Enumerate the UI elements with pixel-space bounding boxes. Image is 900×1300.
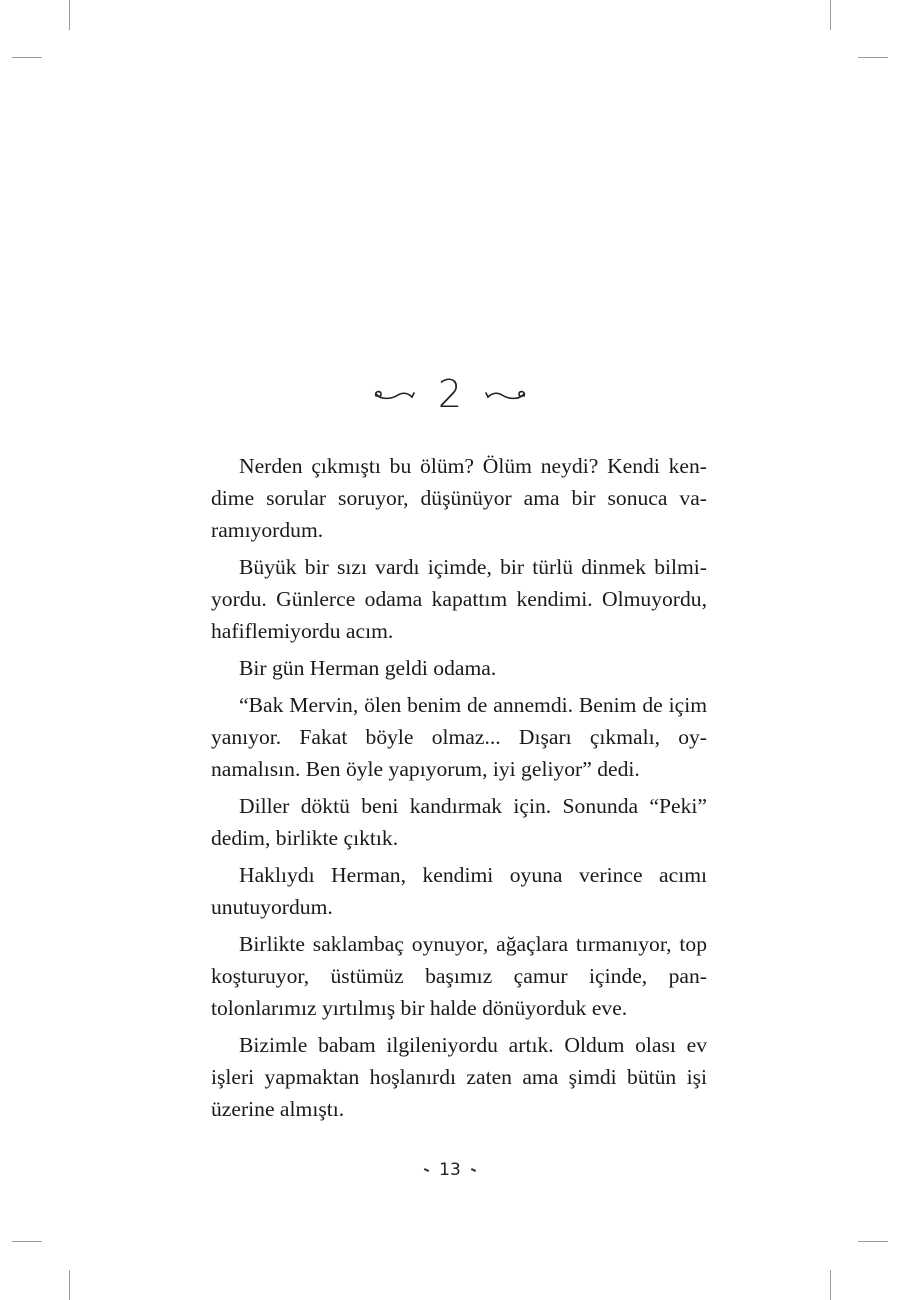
paragraph: Bir gün Herman geldi odama. (239, 656, 497, 680)
paragraph: Birlikte saklambaç oynuyor, ağaçlara tırmanıyor, top koşturuyor, üstümüz başımız çamur içinde, pantolonlarımız yırtılmış bir halde dönüyorduk eve. (211, 932, 707, 1020)
chapter-heading (0, 372, 900, 416)
crop-mark-bottom-right (830, 1270, 831, 1300)
paragraph: Diller döktü beni kandırmak için. Sonunda “Peki” dedim, birlikte çıktık. (211, 794, 707, 850)
page-number: 13 (439, 1160, 461, 1180)
page-folio (0, 1160, 900, 1180)
crop-mark-bottom-right-h (858, 1241, 888, 1242)
crop-mark-top-left (69, 0, 70, 30)
crop-mark-bottom-left-h (12, 1241, 42, 1242)
swash-left-icon (370, 384, 418, 404)
chapter-body (211, 450, 707, 1130)
crop-mark-top-left-h (12, 57, 42, 58)
swash-right-icon (482, 384, 530, 404)
folio-ornament-right-icon (471, 1168, 476, 1172)
paragraph: Nerden çıkmıştı bu ölüm? Ölüm neydi? Kendi kendime sorular soruyor, düşünüyor ama bir sonuca varamıyordum. (211, 454, 707, 542)
paragraph: Bizimle babam ilgileniyordu artık. Oldum olası ev işleri yapmaktan hoşlanırdı zaten ama şimdi bütün işi üzerine almıştı. (211, 1033, 707, 1121)
paragraph: Haklıydı Herman, kendimi oyuna verince acımı unutuyordum. (211, 863, 707, 919)
crop-mark-top-right-h (858, 57, 888, 58)
paragraph: “Bak Mervin, ölen benim de annemdi. Benim de içim yanıyor. Fakat böyle olmaz... Dışarı çıkmalı, oynamalısın. Ben öyle yapıyorum, iyi geliyor” dedi. (211, 693, 707, 781)
folio-ornament-left-icon (424, 1168, 429, 1172)
crop-mark-bottom-left (69, 1270, 70, 1300)
paragraph: Büyük bir sızı vardı içimde, bir türlü dinmek bilmiyordu. Günlerce odama kapattım kendimi. Olmuyordu, hafiflemiyordu acım. (211, 555, 707, 643)
chapter-number: 2 (437, 372, 463, 416)
crop-mark-top-right (830, 0, 831, 30)
